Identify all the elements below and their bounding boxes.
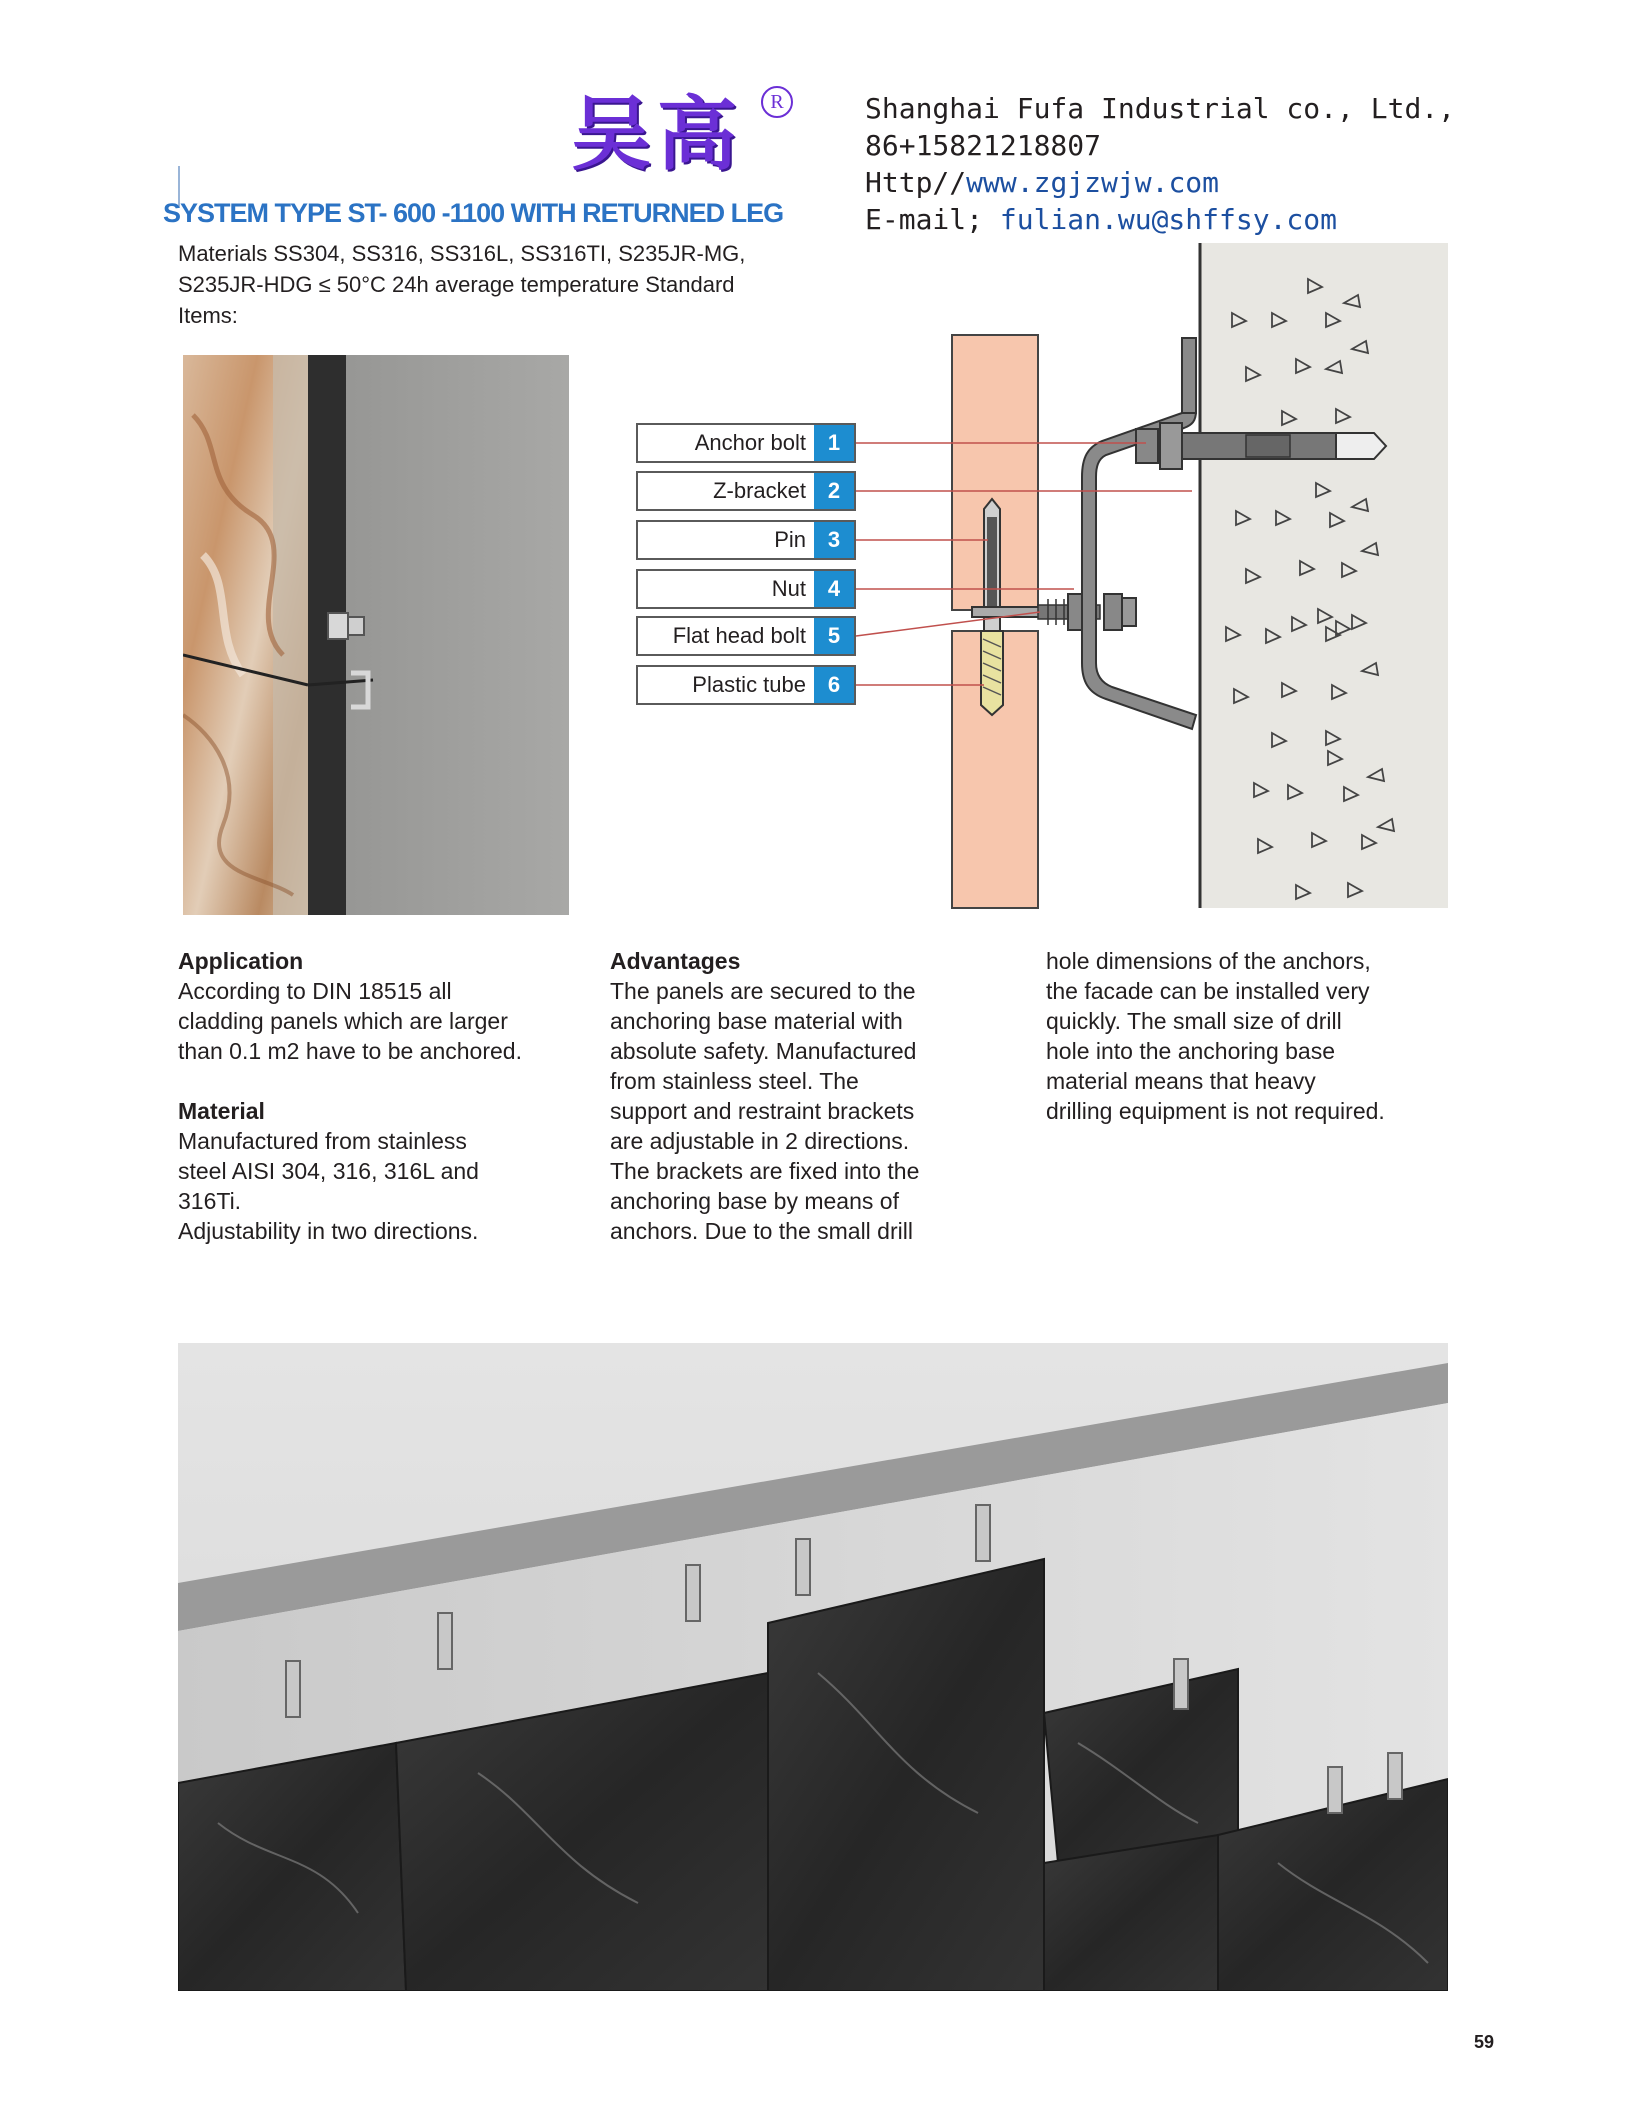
- application-heading: Application: [178, 948, 304, 974]
- anchor-diagram: [636, 243, 1448, 913]
- advantages-heading: Advantages: [610, 948, 741, 974]
- label-nut: [636, 569, 856, 609]
- text-line: 316Ti.: [178, 1188, 242, 1214]
- label-plastic-tube: [636, 665, 856, 705]
- website-link[interactable]: www.zgjzwjw.com: [966, 166, 1220, 199]
- text-line: absolute safety. Manufactured: [610, 1038, 917, 1064]
- label-text: Pin: [774, 527, 806, 552]
- material-heading: Material: [178, 1098, 265, 1124]
- label-number: 3: [814, 522, 854, 558]
- column-continued: [1046, 946, 1466, 1126]
- email-line: [865, 201, 1455, 238]
- label-text: Anchor bolt: [694, 430, 806, 455]
- label-anchor-bolt: [636, 423, 856, 463]
- brand-logo: [563, 78, 795, 202]
- label-number: 4: [814, 571, 854, 607]
- text-line: are adjustable in 2 directions.: [610, 1128, 910, 1154]
- materials-line: Materials SS304, SS316, SS316L, SS316TI, S235JR-MG,: [178, 241, 746, 266]
- facade-render: [178, 1343, 1448, 1991]
- text-line: than 0.1 m2 have to be anchored.: [178, 1038, 522, 1064]
- text-line: Manufactured from stainless: [178, 1128, 467, 1154]
- label-number: 1: [814, 425, 854, 461]
- text-line: hole into the anchoring base: [1046, 1038, 1335, 1064]
- text-line: Adjustability in two directions.: [178, 1218, 479, 1244]
- label-z-bracket: [636, 471, 856, 511]
- label-flat-head-bolt: [636, 616, 856, 656]
- text-line: quickly. The small size of drill: [1046, 1008, 1342, 1034]
- column-advantages: [610, 946, 1010, 1246]
- contact-info: [865, 90, 1455, 238]
- email-link[interactable]: fulian.wu@shffsy.com: [999, 203, 1338, 236]
- text-line: The panels are secured to the: [610, 978, 916, 1004]
- text-line: cladding panels which are larger: [178, 1008, 508, 1034]
- label-text: Nut: [771, 576, 806, 601]
- materials-line: S235JR-HDG ≤ 50°C 24h average temperature Standard: [178, 272, 735, 297]
- registered-mark-icon: R: [761, 86, 793, 118]
- website-line: [865, 164, 1455, 201]
- text-line: The brackets are fixed into the: [610, 1158, 920, 1184]
- label-number: 6: [814, 667, 854, 703]
- text-line: support and restraint brackets: [610, 1098, 915, 1124]
- phone-number: 86+15821218807: [865, 129, 1102, 162]
- text-line: anchoring base by means of: [610, 1188, 899, 1214]
- text-line: According to DIN 18515 all: [178, 978, 452, 1004]
- label-text: Z-bracket: [713, 478, 806, 503]
- label-text: Flat head bolt: [672, 623, 806, 648]
- website-prefix: Http//: [865, 166, 967, 199]
- text-line: drilling equipment is not required.: [1046, 1098, 1385, 1124]
- text-line: from stainless steel. The: [610, 1068, 859, 1094]
- logo-text: 吴高: [571, 87, 743, 181]
- label-number: 5: [814, 618, 854, 654]
- materials-line: Items:: [178, 303, 238, 328]
- installation-photo: [183, 355, 569, 915]
- page-number: 59: [1474, 2032, 1495, 2052]
- label-number: 2: [814, 473, 854, 509]
- email-prefix: E-mail;: [865, 203, 1000, 236]
- text-line: anchors. Due to the small drill: [610, 1218, 913, 1244]
- text-line: material means that heavy: [1046, 1068, 1316, 1094]
- column-application: [178, 946, 578, 1246]
- company-name: Shanghai Fufa Industrial co., Ltd.,: [865, 92, 1456, 125]
- page-title: SYSTEM TYPE ST- 600 -1100 WITH RETURNED LEG: [163, 198, 784, 228]
- text-line: anchoring base material with: [610, 1008, 903, 1034]
- text-line: steel AISI 304, 316, 316L and: [178, 1158, 479, 1184]
- label-text: Plastic tube: [692, 672, 806, 697]
- text-line: the facade can be installed very: [1046, 978, 1370, 1004]
- label-pin: [636, 520, 856, 560]
- text-line: hole dimensions of the anchors,: [1046, 948, 1371, 974]
